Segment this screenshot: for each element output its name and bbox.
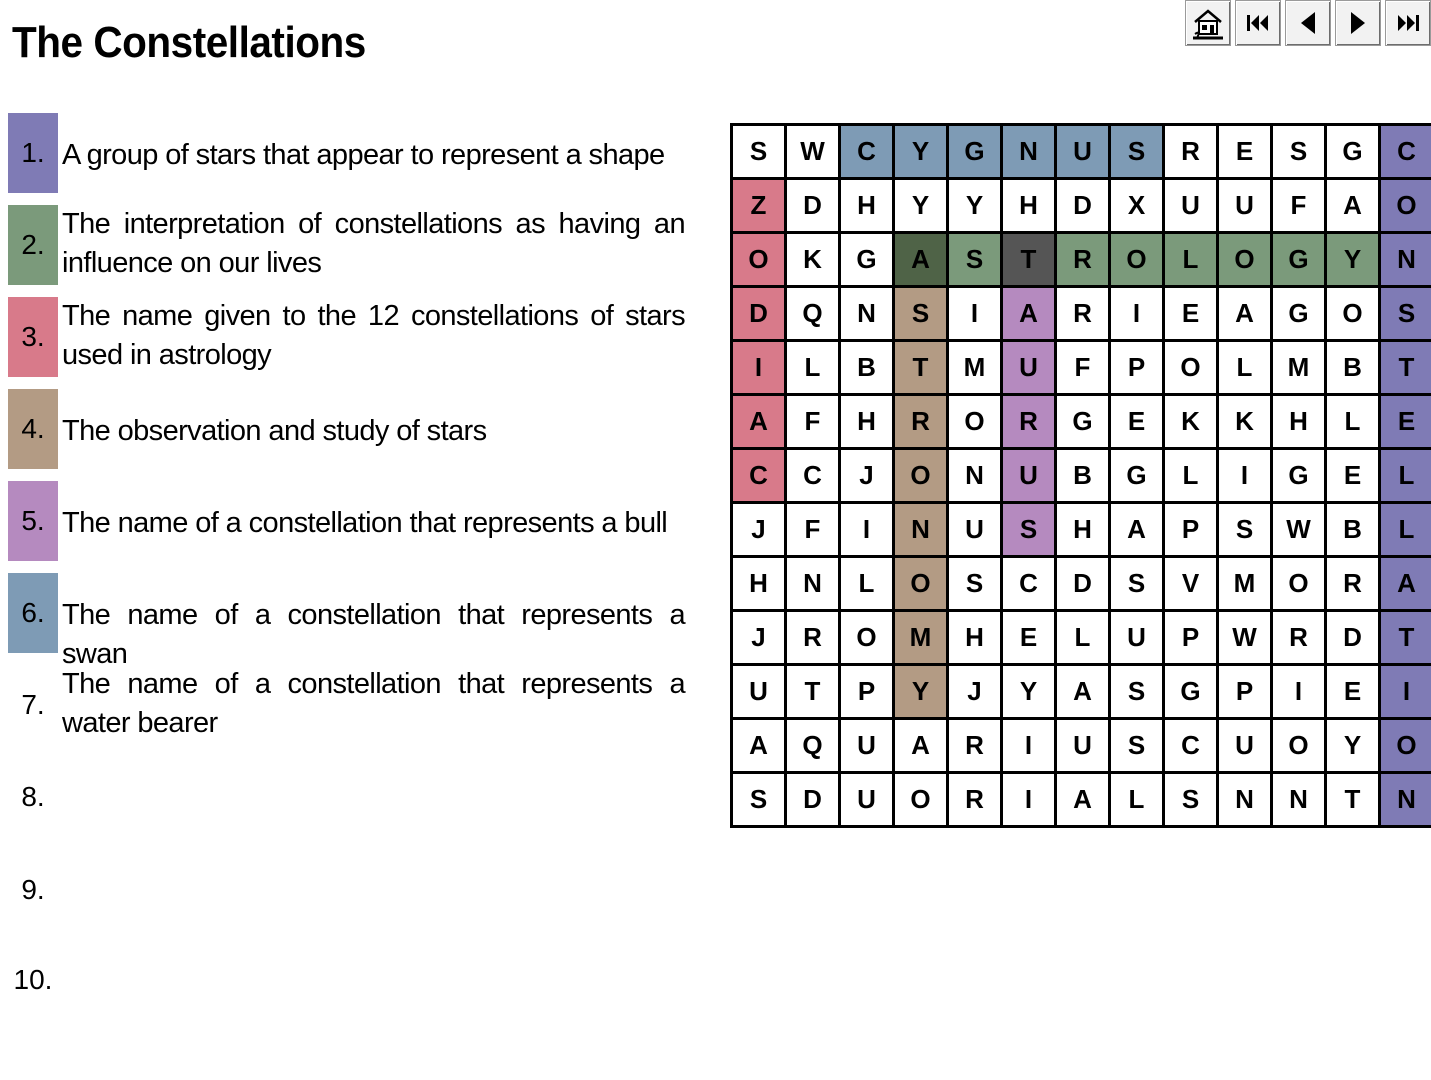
grid-cell[interactable]: O [732, 233, 786, 287]
grid-cell[interactable]: A [1056, 665, 1110, 719]
grid-cell[interactable]: B [840, 341, 894, 395]
first-icon [1243, 8, 1273, 38]
grid-cell[interactable]: J [732, 503, 786, 557]
grid-cell[interactable]: N [1218, 773, 1272, 827]
grid-row [732, 341, 1431, 395]
grid-cell[interactable]: L [1380, 503, 1431, 557]
grid-cell[interactable]: A [732, 395, 786, 449]
grid-cell[interactable]: U [1002, 341, 1056, 395]
grid-row [732, 665, 1431, 719]
grid-cell[interactable]: H [840, 395, 894, 449]
grid-cell[interactable]: I [840, 503, 894, 557]
grid-cell[interactable]: R [1164, 125, 1218, 179]
grid-cell[interactable]: U [1164, 179, 1218, 233]
grid-cell[interactable]: D [1056, 557, 1110, 611]
grid-cell[interactable]: A [1056, 773, 1110, 827]
grid-cell[interactable]: P [1218, 665, 1272, 719]
grid-cell[interactable]: Q [786, 287, 840, 341]
grid-cell[interactable]: D [1056, 179, 1110, 233]
clue-text: The name of a constellation that represents a water bearer [62, 668, 685, 739]
grid-cell[interactable]: H [840, 179, 894, 233]
grid-cell[interactable]: R [1272, 611, 1326, 665]
grid-cell[interactable]: O [1380, 179, 1431, 233]
grid-cell[interactable]: M [948, 341, 1002, 395]
grid-cell[interactable]: F [1056, 341, 1110, 395]
grid-cell[interactable]: X [1110, 179, 1164, 233]
grid-cell[interactable]: W [786, 125, 840, 179]
grid-cell[interactable]: W [1218, 611, 1272, 665]
clue-text: A group of stars that appear to represent a shape [62, 139, 665, 171]
grid-cell[interactable]: H [1002, 179, 1056, 233]
grid-cell[interactable]: S [1002, 503, 1056, 557]
grid-cell[interactable]: U [1056, 719, 1110, 773]
grid-cell[interactable]: F [1272, 179, 1326, 233]
grid-cell[interactable]: G [1326, 125, 1380, 179]
grid-cell[interactable]: H [1272, 395, 1326, 449]
grid-cell[interactable]: U [840, 773, 894, 827]
clue-number: 7. [21, 689, 45, 720]
clue-number: 4. [8, 389, 58, 469]
clue-number: 9. [21, 874, 45, 905]
grid-cell[interactable]: C [786, 449, 840, 503]
last-icon [1393, 8, 1423, 38]
grid-cell[interactable]: I [732, 341, 786, 395]
grid-cell[interactable]: C [840, 125, 894, 179]
grid-cell[interactable]: H [732, 557, 786, 611]
grid-cell[interactable]: L [840, 557, 894, 611]
grid-cell[interactable]: L [1164, 233, 1218, 287]
grid-row [732, 611, 1431, 665]
grid-cell[interactable]: S [1110, 719, 1164, 773]
grid-cell[interactable]: S [1110, 557, 1164, 611]
grid-cell[interactable]: P [840, 665, 894, 719]
first-slide-button[interactable] [1235, 0, 1281, 46]
grid-cell[interactable]: H [1056, 503, 1110, 557]
grid-cell[interactable]: J [732, 611, 786, 665]
grid-cell[interactable]: R [1002, 395, 1056, 449]
grid-cell[interactable]: Y [948, 179, 1002, 233]
grid-cell[interactable]: C [1164, 719, 1218, 773]
grid-cell[interactable]: E [1326, 449, 1380, 503]
clue-text: The observation and study of stars [62, 415, 487, 447]
grid-cell[interactable]: O [894, 449, 948, 503]
grid-cell[interactable]: A [1110, 503, 1164, 557]
grid-cell[interactable]: R [1056, 233, 1110, 287]
grid-cell[interactable]: S [1110, 665, 1164, 719]
grid-cell[interactable]: A [732, 719, 786, 773]
grid-cell[interactable]: F [786, 395, 840, 449]
grid-cell[interactable]: N [894, 503, 948, 557]
grid-cell[interactable]: E [1164, 287, 1218, 341]
grid-cell[interactable]: G [1272, 287, 1326, 341]
grid-cell[interactable]: T [1380, 611, 1431, 665]
grid-cell[interactable]: Y [894, 125, 948, 179]
grid-cell[interactable]: O [1272, 719, 1326, 773]
grid-cell[interactable]: R [1056, 287, 1110, 341]
grid-cell[interactable]: U [1218, 719, 1272, 773]
grid-cell[interactable]: M [894, 611, 948, 665]
grid-cell[interactable]: R [894, 395, 948, 449]
previous-icon [1293, 8, 1323, 38]
clue-number: 3. [8, 297, 58, 377]
grid-cell[interactable]: Y [1326, 233, 1380, 287]
grid-cell[interactable]: L [1164, 449, 1218, 503]
grid-cell[interactable]: B [1326, 341, 1380, 395]
grid-cell[interactable]: I [1380, 665, 1431, 719]
grid-cell[interactable]: D [786, 179, 840, 233]
grid-cell[interactable]: N [1380, 233, 1431, 287]
grid-cell[interactable]: G [948, 125, 1002, 179]
grid-cell[interactable]: A [1002, 287, 1056, 341]
grid-cell[interactable]: O [948, 395, 1002, 449]
grid-cell[interactable]: Q [786, 719, 840, 773]
grid-cell[interactable]: C [732, 449, 786, 503]
grid-cell[interactable]: P [1164, 611, 1218, 665]
slide-navigation [1185, 0, 1431, 46]
grid-cell[interactable]: M [1218, 557, 1272, 611]
grid-cell[interactable]: J [948, 665, 1002, 719]
clue-text: The interpretation of constellations as having an influence on our lives [62, 208, 685, 279]
grid-cell[interactable]: S [948, 557, 1002, 611]
grid-cell[interactable]: S [1110, 125, 1164, 179]
grid-cell[interactable]: E [1002, 611, 1056, 665]
clue-number: 1. [8, 113, 58, 193]
grid-cell[interactable]: K [1164, 395, 1218, 449]
grid-cell[interactable]: U [1218, 179, 1272, 233]
home-button[interactable] [1185, 0, 1231, 46]
grid-cell[interactable]: Y [1326, 719, 1380, 773]
grid-cell[interactable]: G [1056, 395, 1110, 449]
grid-cell[interactable]: T [894, 341, 948, 395]
grid-cell[interactable]: N [1272, 773, 1326, 827]
grid-cell[interactable]: B [1056, 449, 1110, 503]
grid-cell[interactable]: O [894, 773, 948, 827]
grid-cell[interactable]: L [1326, 395, 1380, 449]
grid-cell[interactable]: W [1272, 503, 1326, 557]
grid-cell[interactable]: U [1110, 611, 1164, 665]
grid-cell[interactable]: J [840, 449, 894, 503]
grid-cell[interactable]: L [1110, 773, 1164, 827]
next-slide-button[interactable] [1335, 0, 1381, 46]
grid-cell[interactable]: H [948, 611, 1002, 665]
grid-cell[interactable]: D [786, 773, 840, 827]
grid-cell[interactable]: E [1326, 665, 1380, 719]
home-icon [1189, 4, 1227, 42]
grid-cell[interactable]: Y [894, 665, 948, 719]
grid-row [732, 449, 1431, 503]
previous-slide-button[interactable] [1285, 0, 1331, 46]
grid-cell[interactable]: B [1326, 503, 1380, 557]
grid-cell[interactable]: I [1218, 449, 1272, 503]
grid-cell[interactable]: O [1110, 233, 1164, 287]
grid-cell[interactable]: S [1380, 287, 1431, 341]
grid-cell[interactable]: Z [732, 179, 786, 233]
clue-text: The name of a constellation that represents a bull [62, 507, 668, 539]
grid-cell[interactable]: O [1326, 287, 1380, 341]
page-title: The Constellations [12, 18, 366, 67]
grid-cell[interactable]: T [1380, 341, 1431, 395]
grid-cell[interactable]: T [1326, 773, 1380, 827]
grid-cell[interactable]: O [1272, 557, 1326, 611]
grid-cell[interactable]: G [1272, 233, 1326, 287]
grid-cell[interactable]: O [1218, 233, 1272, 287]
grid-cell[interactable]: V [1164, 557, 1218, 611]
grid-cell[interactable]: S [1164, 773, 1218, 827]
grid-cell[interactable]: U [732, 665, 786, 719]
grid-cell[interactable]: Y [894, 179, 948, 233]
grid-cell[interactable]: K [1218, 395, 1272, 449]
grid-cell[interactable]: R [948, 773, 1002, 827]
grid-cell[interactable]: L [1218, 341, 1272, 395]
grid-cell[interactable]: E [1218, 125, 1272, 179]
grid-cell[interactable]: O [894, 557, 948, 611]
clue-number: 10. [13, 964, 53, 995]
grid-cell[interactable]: G [1272, 449, 1326, 503]
grid-cell[interactable]: T [786, 665, 840, 719]
grid-row [732, 233, 1431, 287]
grid-cell[interactable]: A [894, 719, 948, 773]
grid-cell[interactable]: R [948, 719, 1002, 773]
grid-cell[interactable]: S [894, 287, 948, 341]
grid-cell[interactable]: U [1056, 125, 1110, 179]
clue-number: 6. [8, 573, 58, 653]
grid-cell[interactable]: N [1380, 773, 1431, 827]
clue-text: The name of a constellation that represents a swan [62, 599, 685, 670]
grid-cell[interactable]: U [840, 719, 894, 773]
grid-cell[interactable]: O [840, 611, 894, 665]
grid-cell[interactable]: I [1002, 773, 1056, 827]
grid-cell[interactable]: N [840, 287, 894, 341]
grid-cell[interactable]: A [1326, 179, 1380, 233]
clue-text: The name given to the 12 constellations of stars used in astrology [62, 300, 685, 371]
grid-cell[interactable]: U [1002, 449, 1056, 503]
grid-cell[interactable]: G [1110, 449, 1164, 503]
grid-cell[interactable]: P [1164, 503, 1218, 557]
grid-row [732, 773, 1431, 827]
grid-cell[interactable]: K [786, 233, 840, 287]
grid-cell[interactable]: E [1110, 395, 1164, 449]
grid-cell[interactable]: I [948, 287, 1002, 341]
grid-cell[interactable]: U [948, 503, 1002, 557]
grid-cell[interactable]: I [1272, 665, 1326, 719]
clue-number: 8. [21, 781, 45, 812]
grid-row [732, 125, 1431, 179]
clue-number: 5. [8, 481, 58, 561]
grid-cell[interactable]: N [1002, 125, 1056, 179]
grid-cell[interactable]: D [1326, 611, 1380, 665]
grid-cell[interactable]: G [1164, 665, 1218, 719]
grid-cell[interactable]: O [1380, 719, 1431, 773]
grid-row [732, 287, 1431, 341]
grid-cell[interactable]: G [840, 233, 894, 287]
grid-cell[interactable]: N [786, 557, 840, 611]
grid-cell[interactable]: C [1002, 557, 1056, 611]
grid-cell[interactable]: A [894, 233, 948, 287]
grid-cell[interactable]: I [1002, 719, 1056, 773]
grid-cell[interactable]: L [1056, 611, 1110, 665]
grid-cell[interactable]: R [1326, 557, 1380, 611]
grid-cell[interactable]: A [1218, 287, 1272, 341]
grid-row [732, 179, 1431, 233]
grid-cell[interactable]: L [786, 341, 840, 395]
grid-cell[interactable]: N [948, 449, 1002, 503]
grid-row [732, 557, 1431, 611]
next-icon [1343, 8, 1373, 38]
grid-cell[interactable]: M [1272, 341, 1326, 395]
grid-cell[interactable]: I [1110, 287, 1164, 341]
grid-cell[interactable]: L [1380, 449, 1431, 503]
grid-cell[interactable]: O [1164, 341, 1218, 395]
grid-cell[interactable]: S [732, 773, 786, 827]
grid-row [732, 503, 1431, 557]
grid-cell[interactable]: E [1380, 395, 1431, 449]
grid-cell[interactable]: D [732, 287, 786, 341]
grid-cell[interactable]: F [786, 503, 840, 557]
grid-cell[interactable]: S [1218, 503, 1272, 557]
grid-cell[interactable]: Y [1002, 665, 1056, 719]
grid-cell[interactable]: A [1380, 557, 1431, 611]
grid-cell[interactable]: R [786, 611, 840, 665]
grid-cell[interactable]: C [1380, 125, 1431, 179]
grid-cell[interactable]: T [1002, 233, 1056, 287]
grid-cell[interactable]: S [1272, 125, 1326, 179]
word-search-grid [730, 123, 1431, 828]
grid-row [732, 719, 1431, 773]
grid-cell[interactable]: P [1110, 341, 1164, 395]
clue-number: 2. [8, 205, 58, 285]
grid-row [732, 395, 1431, 449]
last-slide-button[interactable] [1385, 0, 1431, 46]
grid-cell[interactable]: S [732, 125, 786, 179]
grid-cell[interactable]: S [948, 233, 1002, 287]
